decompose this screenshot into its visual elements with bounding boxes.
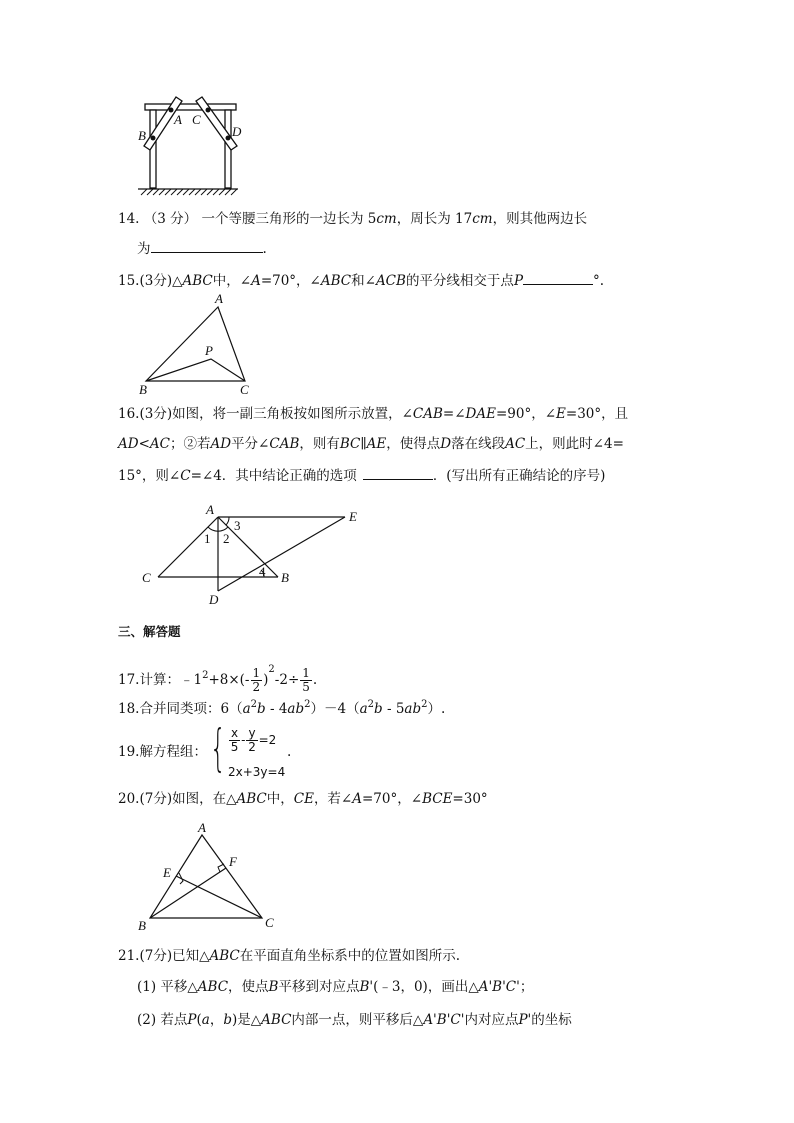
- question-18: 18.合并同类项：$6(a^2b - 4ab^2)-4(a^2b - 5ab^2)$.: [118, 699, 446, 717]
- question-number: 21.: [118, 948, 140, 964]
- label-a: A: [174, 112, 182, 127]
- label-b: B: [139, 382, 147, 397]
- angle-3: 3: [234, 518, 241, 533]
- section-title: 三、解答题: [118, 624, 181, 639]
- question-number: 16.: [118, 406, 140, 422]
- angle-2: 2: [223, 531, 230, 546]
- equation-2: 2x+3y=4: [228, 765, 286, 779]
- label-a: A: [215, 291, 223, 306]
- label-p: P: [205, 343, 213, 358]
- question-number: 15.: [118, 273, 140, 289]
- question-number: 18.: [118, 701, 140, 717]
- label-d: D: [209, 592, 219, 607]
- question-14-line-2: 为 .: [137, 238, 267, 259]
- question-score: (7分): [139, 791, 173, 807]
- angle-1: 1: [204, 531, 211, 546]
- question-score: (3分): [139, 406, 173, 422]
- question-number: 14.: [118, 211, 140, 227]
- question-16-line-1: 16.(3分)如图，将一副三角板按如图所示放置，∠CAB=∠DAE=90°，∠E=30°，且: [118, 406, 629, 422]
- question-20: 20.(7分)如图，在△ABC中，CE，若∠A=70°，∠BCE=30°: [118, 791, 488, 807]
- question-14-line-1: 14. （3 分） 一个等腰三角形的一边长为 5cm，周长为 17cm，则其他两边长: [118, 211, 588, 227]
- label-e: E: [349, 509, 357, 524]
- question-17: 17.计算：$﹣1^2+8\times(-$ $\frac{1}{2}$ )$^2$-2÷ $\frac{1}{5}$ .: [118, 664, 318, 694]
- label-c: C: [142, 570, 151, 585]
- question-score: (7分): [139, 948, 173, 964]
- equation-1: $\frac{x}{5}$ - $\frac{y}{2}$ =2: [230, 726, 277, 754]
- question-19-label: 19.解方程组：: [118, 744, 207, 760]
- question-21: 21.(7分)已知△ABC在平面直角坐标系中的位置如图所示.: [118, 948, 461, 964]
- angle-4: 4: [259, 564, 266, 579]
- question-score: (3分): [139, 273, 173, 289]
- label-b: B: [138, 128, 146, 143]
- fraction: $\frac{y}{2}$: [248, 726, 256, 754]
- question-number: 19.: [118, 744, 140, 760]
- fraction: $\frac{1}{5}$: [302, 666, 310, 694]
- question-16-line-2: AD<AC；②若AD平分∠CAB，则有BC∥AE，使得点D落在线段AC上，则此时∠4=: [118, 436, 624, 452]
- label-b: B: [281, 570, 289, 585]
- label-d: D: [232, 124, 242, 139]
- question-score: （3 分）: [143, 211, 198, 227]
- equation-end: .: [287, 744, 292, 760]
- question-21-part-1: (1) 平移△ABC，使点B平移到对应点B'(﹣3，0)，画出△A'B'C'；: [137, 979, 534, 995]
- question-number: 17.: [118, 672, 140, 688]
- question-21-part-2: (2) 若点P(a，b)是△ABC内部一点，则平移后△A'B'C'内对应点P'的坐标: [137, 1012, 572, 1028]
- label-b: B: [138, 918, 146, 933]
- question-15: 15.(3分)△ABC中，∠A=70°，∠ABC和∠ACB的平分线相交于点P °.: [118, 270, 604, 291]
- equation-system-brace: {: [210, 719, 226, 777]
- label-f: F: [229, 854, 237, 869]
- fraction: $\frac{1}{2}$: [252, 666, 261, 694]
- label-c: C: [265, 915, 274, 930]
- label-a: A: [198, 820, 206, 835]
- question-16-line-3: 15°，则∠C=∠4．其中结论正确的选项 ．(写出所有正确结论的序号): [118, 465, 605, 486]
- label-c: C: [240, 382, 249, 397]
- label-c: C: [192, 112, 201, 127]
- label-e: E: [163, 865, 171, 880]
- label-a: A: [206, 502, 214, 517]
- fraction: $\frac{x}{5}$: [230, 726, 239, 754]
- question-number: 20.: [118, 791, 140, 807]
